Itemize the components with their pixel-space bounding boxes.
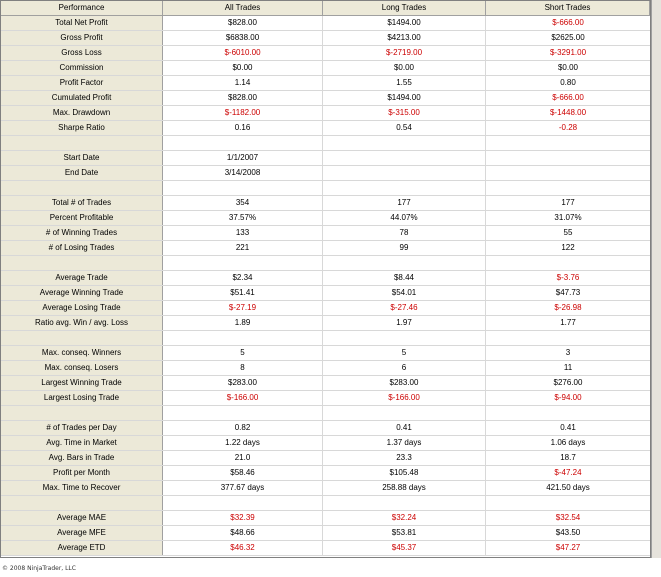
row-label: Average Trade (1, 271, 163, 285)
row-label: Average ETD (1, 541, 163, 555)
row-label: Total Net Profit (1, 16, 163, 30)
row-label: Profit per Month (1, 466, 163, 480)
table-row (1, 481, 650, 496)
row-label: Percent Profitable (1, 211, 163, 225)
short-trades-cell: 18.7 (560, 453, 576, 462)
short-trades-cell: $276.00 (553, 378, 583, 387)
long-trades-cell: $-27.46 (323, 301, 486, 315)
row-label: Gross Loss (1, 46, 163, 60)
short-trades-cell (486, 256, 650, 270)
row-label: Average MAE (1, 511, 163, 525)
short-trades-cell: $-3291.00 (549, 48, 587, 57)
all-trades-cell: 21.0 (163, 451, 323, 465)
long-trades-cell: $283.00 (323, 376, 486, 390)
row-label: Total # of Trades (1, 196, 163, 210)
row-label: Start Date (1, 151, 163, 165)
long-trades-cell: $105.48 (323, 466, 486, 480)
table-row (1, 466, 650, 481)
short-trades-cell: $-666.00 (552, 18, 584, 27)
short-trades-cell: $-26.98 (554, 303, 582, 312)
short-trades-cell (486, 496, 650, 510)
table-row (1, 346, 650, 361)
long-trades-cell: $54.01 (323, 286, 486, 300)
row-label: # of Trades per Day (1, 421, 163, 435)
long-trades-cell: 44.07% (323, 211, 486, 225)
row-label (1, 181, 163, 195)
all-trades-cell: $-166.00 (163, 391, 323, 405)
all-trades-cell: 377.67 days (163, 481, 323, 495)
all-trades-cell: $0.00 (163, 61, 323, 75)
row-label: Profit Factor (1, 76, 163, 90)
row-label: Max. Drawdown (1, 106, 163, 120)
table-row (1, 106, 650, 121)
short-trades-cell: $0.00 (557, 63, 579, 72)
table-row (1, 31, 650, 46)
spacer-row (1, 406, 650, 421)
row-label: Max. conseq. Winners (1, 346, 163, 360)
all-trades-cell: $2.34 (163, 271, 323, 285)
row-label: # of Winning Trades (1, 226, 163, 240)
spacer-row (1, 181, 650, 196)
short-trades-cell: $-666.00 (552, 93, 584, 102)
table-row (1, 526, 650, 541)
short-trades-cell: $32.54 (555, 513, 581, 522)
short-trades-cell (486, 406, 650, 420)
all-trades-cell: $6838.00 (163, 31, 323, 45)
all-trades-cell: $48.66 (163, 526, 323, 540)
table-row (1, 286, 650, 301)
row-label: Average Losing Trade (1, 301, 163, 315)
table-row (1, 46, 650, 61)
all-trades-cell: 8 (163, 361, 323, 375)
long-trades-cell: 99 (323, 241, 486, 255)
short-trades-cell: 421.50 days (546, 483, 590, 492)
long-trades-cell: 177 (323, 196, 486, 210)
all-trades-cell (163, 136, 323, 150)
short-trades-cell: 1.06 days (550, 438, 586, 447)
long-trades-cell: $-2719.00 (323, 46, 486, 60)
column-header-short-trades[interactable]: Short Trades (486, 1, 650, 15)
all-trades-cell: 1.89 (163, 316, 323, 330)
table-row (1, 436, 650, 451)
row-label (1, 406, 163, 420)
long-trades-cell: $32.24 (323, 511, 486, 525)
all-trades-cell (163, 256, 323, 270)
all-trades-cell: $58.46 (163, 466, 323, 480)
grid-header-row (1, 1, 650, 16)
short-trades-cell: $-1448.00 (549, 108, 587, 117)
all-trades-cell: $-6010.00 (163, 46, 323, 60)
all-trades-cell: 5 (163, 346, 323, 360)
all-trades-cell (163, 496, 323, 510)
long-trades-cell: 23.3 (323, 451, 486, 465)
all-trades-cell: $283.00 (163, 376, 323, 390)
all-trades-cell: $-27.19 (163, 301, 323, 315)
all-trades-cell: $32.39 (163, 511, 323, 525)
long-trades-cell: $0.00 (323, 61, 486, 75)
short-trades-cell: 3 (565, 348, 571, 357)
long-trades-cell: $1494.00 (323, 16, 486, 30)
all-trades-cell: 354 (163, 196, 323, 210)
short-trades-cell: 31.07% (554, 213, 582, 222)
row-label: # of Losing Trades (1, 241, 163, 255)
table-row (1, 316, 650, 331)
row-label: Average Winning Trade (1, 286, 163, 300)
row-label (1, 496, 163, 510)
long-trades-cell (323, 151, 486, 165)
column-header-long-trades[interactable]: Long Trades (323, 1, 486, 15)
short-trades-cell (486, 136, 650, 150)
row-label: Ratio avg. Win / avg. Loss (1, 316, 163, 330)
table-row (1, 226, 650, 241)
table-row (1, 271, 650, 286)
vertical-scrollbar[interactable] (651, 0, 661, 558)
short-trades-cell: $43.50 (555, 528, 581, 537)
table-row (1, 421, 650, 436)
long-trades-cell: 258.88 days (323, 481, 486, 495)
all-trades-cell: 0.82 (163, 421, 323, 435)
all-trades-cell: 3/14/2008 (163, 166, 323, 180)
short-trades-cell: $-94.00 (554, 393, 582, 402)
row-label: Max. conseq. Losers (1, 361, 163, 375)
table-row (1, 76, 650, 91)
long-trades-cell: 1.97 (323, 316, 486, 330)
all-trades-cell (163, 331, 323, 345)
long-trades-cell: $-315.00 (323, 106, 486, 120)
table-row (1, 301, 650, 316)
row-label: Cumulated Profit (1, 91, 163, 105)
row-label: Largest Losing Trade (1, 391, 163, 405)
row-label (1, 256, 163, 270)
all-trades-cell: 1.14 (163, 76, 323, 90)
spacer-row (1, 256, 650, 271)
table-row (1, 91, 650, 106)
long-trades-cell: $45.37 (323, 541, 486, 555)
table-row (1, 61, 650, 76)
column-header-performance[interactable]: Performance (1, 1, 163, 15)
grid-body (1, 16, 650, 556)
spacer-row (1, 136, 650, 151)
all-trades-cell: $828.00 (163, 91, 323, 105)
all-trades-cell: 133 (163, 226, 323, 240)
short-trades-cell: 0.41 (560, 423, 576, 432)
table-row (1, 211, 650, 226)
short-trades-cell: $2625.00 (551, 33, 585, 42)
spacer-row (1, 331, 650, 346)
long-trades-cell: 78 (323, 226, 486, 240)
short-trades-cell: 0.80 (560, 78, 576, 87)
long-trades-cell: 0.41 (323, 421, 486, 435)
spacer-row (1, 496, 650, 511)
short-trades-cell: $47.73 (555, 288, 581, 297)
all-trades-cell: $-1182.00 (163, 106, 323, 120)
table-row (1, 241, 650, 256)
all-trades-cell: 221 (163, 241, 323, 255)
row-label: Average MFE (1, 526, 163, 540)
long-trades-cell: 1.55 (323, 76, 486, 90)
row-label: End Date (1, 166, 163, 180)
long-trades-cell: $53.81 (323, 526, 486, 540)
row-label (1, 331, 163, 345)
short-trades-cell: 1.77 (560, 318, 576, 327)
row-label (1, 136, 163, 150)
table-row (1, 511, 650, 526)
table-row (1, 541, 650, 556)
row-label: Gross Profit (1, 31, 163, 45)
all-trades-cell: $46.32 (163, 541, 323, 555)
short-trades-cell (486, 331, 650, 345)
table-row (1, 196, 650, 211)
short-trades-cell: 177 (561, 198, 575, 207)
row-label: Avg. Bars in Trade (1, 451, 163, 465)
short-trades-cell: 11 (563, 363, 573, 372)
table-row (1, 376, 650, 391)
long-trades-cell: $8.44 (323, 271, 486, 285)
table-row (1, 451, 650, 466)
table-row (1, 391, 650, 406)
long-trades-cell (323, 496, 486, 510)
row-label: Max. Time to Recover (1, 481, 163, 495)
long-trades-cell (323, 331, 486, 345)
all-trades-cell (163, 181, 323, 195)
all-trades-cell: 37.57% (163, 211, 323, 225)
long-trades-cell: 1.37 days (323, 436, 486, 450)
long-trades-cell: $-166.00 (323, 391, 486, 405)
short-trades-cell (486, 181, 650, 195)
long-trades-cell (323, 181, 486, 195)
long-trades-cell: 0.54 (323, 121, 486, 135)
long-trades-cell: 6 (323, 361, 486, 375)
row-label: Avg. Time in Market (1, 436, 163, 450)
all-trades-cell: 1.22 days (163, 436, 323, 450)
all-trades-cell: 0.16 (163, 121, 323, 135)
short-trades-cell (486, 166, 650, 180)
long-trades-cell (323, 406, 486, 420)
long-trades-cell: $1494.00 (323, 91, 486, 105)
table-row (1, 151, 650, 166)
short-trades-cell: -0.28 (558, 123, 578, 132)
short-trades-cell (486, 151, 650, 165)
long-trades-cell: 5 (323, 346, 486, 360)
short-trades-cell: 122 (561, 243, 575, 252)
column-header-all-trades[interactable]: All Trades (163, 1, 323, 15)
row-label: Sharpe Ratio (1, 121, 163, 135)
short-trades-cell: $-3.76 (556, 273, 580, 282)
all-trades-cell (163, 406, 323, 420)
row-label: Largest Winning Trade (1, 376, 163, 390)
long-trades-cell (323, 166, 486, 180)
all-trades-cell: 1/1/2007 (163, 151, 323, 165)
table-row (1, 121, 650, 136)
long-trades-cell (323, 136, 486, 150)
all-trades-cell: $828.00 (163, 16, 323, 30)
table-row (1, 361, 650, 376)
long-trades-cell: $4213.00 (323, 31, 486, 45)
short-trades-cell: $47.27 (555, 543, 581, 552)
long-trades-cell (323, 256, 486, 270)
table-row (1, 16, 650, 31)
short-trades-cell: 55 (563, 228, 573, 237)
short-trades-cell: $-47.24 (554, 468, 582, 477)
all-trades-cell: $51.41 (163, 286, 323, 300)
table-row (1, 166, 650, 181)
row-label: Commission (1, 61, 163, 75)
copyright-footer: © 2008 NinjaTrader, LLC (2, 565, 76, 572)
